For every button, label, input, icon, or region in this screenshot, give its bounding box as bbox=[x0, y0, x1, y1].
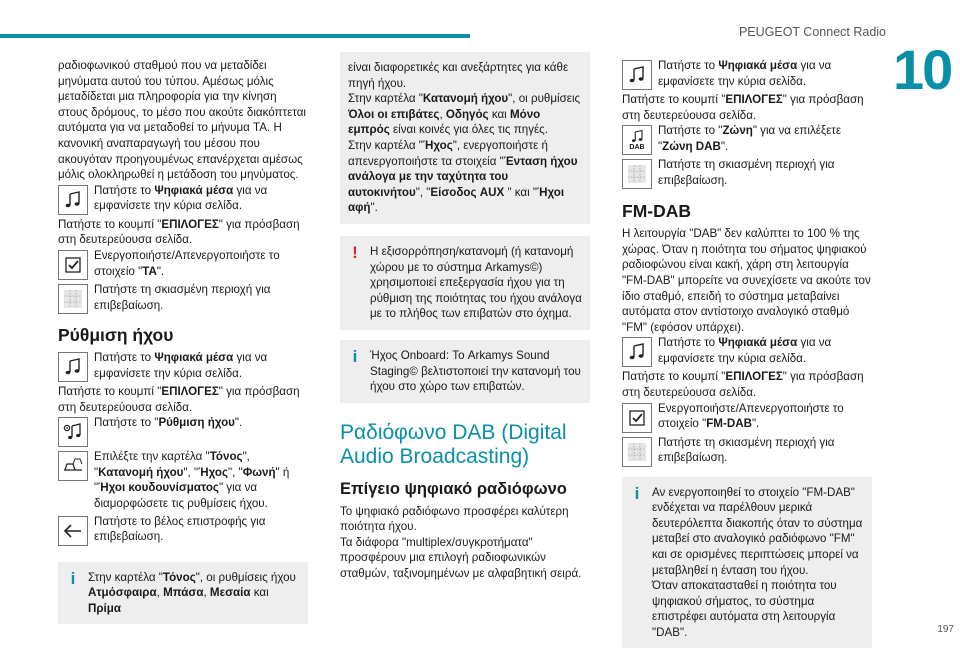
column-3 bbox=[622, 58, 872, 656]
text-bold: Τόνος bbox=[209, 450, 243, 464]
dab-music-icon bbox=[622, 125, 652, 155]
text-bold: ΕΠΙΛΟΓΕΣ bbox=[725, 370, 783, 384]
text: ". bbox=[720, 139, 729, 153]
text-bold: Είσοδος AUX bbox=[430, 185, 505, 199]
text: Επιλέξτε την καρτέλα " bbox=[94, 450, 210, 464]
text-bold: Ζώνη bbox=[722, 124, 753, 138]
text: Η εξισορρόπηση/κατανομή (ή κατανομή χώρου με το σύστημα Arkamys©) χρησιμοποιεί επεξεργασία ήχου για τη ρύθμιση της ποιότητας του ήχου ανάλογα με το πλήθος των επιβατών στο όχημα. bbox=[370, 244, 582, 321]
text: ", οι ρυθμίσεις ήχου bbox=[195, 570, 296, 584]
info-icon: i bbox=[634, 483, 640, 503]
text-bold: Φωνή bbox=[242, 465, 276, 479]
text: " για πρόσβαση στη δευτερεύουσα σελίδα. bbox=[622, 93, 864, 122]
text: " για να διαμορφώσετε τις ρυθμίσεις ήχου. bbox=[94, 481, 268, 510]
text: , bbox=[439, 107, 446, 121]
text-bold: Πρίμα bbox=[88, 601, 121, 615]
step-band-dab bbox=[622, 123, 872, 157]
text: " για πρόσβαση στη δευτερεύουσα σελίδα. bbox=[58, 217, 300, 247]
text-bold: Μεσαία bbox=[209, 586, 251, 600]
text: είναι κοινές για όλες τις πηγές. bbox=[389, 123, 548, 137]
text: και bbox=[488, 107, 510, 121]
text-bold: Κατανομή ήχου bbox=[98, 465, 184, 479]
text-bold: ΕΠΙΛΟΓΕΣ bbox=[161, 384, 219, 398]
music-note-icon bbox=[622, 60, 652, 90]
shaded-area-icon bbox=[622, 437, 652, 467]
text: " και " bbox=[504, 185, 538, 199]
text-bold: FM-DAB bbox=[706, 417, 752, 431]
text: Πατήστε το κουμπί " bbox=[622, 93, 726, 106]
note-continued bbox=[340, 52, 590, 224]
column-2 bbox=[340, 58, 590, 582]
music-settings-icon bbox=[58, 417, 88, 447]
step-confirm-4 bbox=[622, 435, 872, 469]
text: για να εμφανίσετε την κύρια σελίδα. bbox=[658, 59, 832, 88]
note-tone-tab bbox=[58, 562, 308, 625]
header-title: PEUGEOT Connect Radio bbox=[738, 25, 886, 39]
step-media-1 bbox=[58, 183, 308, 217]
text-bold: ΕΠΙΛΟΓΕΣ bbox=[725, 93, 783, 106]
text-bold: Μόνο εμπρός bbox=[348, 107, 541, 137]
text: Πατήστε το bbox=[658, 59, 719, 72]
heading-sound-settings: Ρύθμιση ήχου bbox=[58, 324, 174, 345]
text-bold: Κατανομή ήχου bbox=[422, 92, 509, 106]
text: " για να επιλέξετε " bbox=[658, 124, 842, 153]
step-media-2 bbox=[58, 350, 308, 384]
text: " ή " bbox=[94, 465, 290, 495]
text: Πατήστε τη σκιασμένη περιοχή για επιβεβαίωση. bbox=[658, 158, 835, 187]
text-bold: Ζώνη DAB bbox=[662, 139, 721, 153]
info-icon: i bbox=[352, 346, 358, 366]
heading-dab-radio: Ραδιόφωνο DAB (Digital Audio Broadcasting) bbox=[340, 420, 567, 468]
text: Πατήστε το βέλος επιστροφής για επιβεβαίωση. bbox=[94, 514, 266, 544]
column-1 bbox=[58, 58, 308, 632]
text-bold: Ήχος bbox=[198, 465, 228, 479]
text: Ενεργοποιήστε/Απενεργοποιήστε το στοιχείο " bbox=[94, 248, 280, 278]
text: ", " bbox=[94, 450, 250, 479]
heading-fm-dab: FM-DAB bbox=[622, 201, 692, 222]
text-bold: ΕΠΙΛΟΓΕΣ bbox=[161, 217, 219, 231]
text: ", οι ρυθμίσεις bbox=[508, 92, 581, 106]
step-media-4 bbox=[622, 335, 872, 369]
text-bold: Ατμόσφαιρα bbox=[88, 586, 157, 600]
text: Πατήστε το κουμπί " bbox=[622, 370, 726, 384]
chapter-number: 10 bbox=[893, 38, 952, 101]
text: ", " bbox=[183, 465, 199, 479]
text: , bbox=[156, 586, 164, 600]
text: Πατήστε το " bbox=[658, 124, 723, 138]
text: Πατήστε το κουμπί " bbox=[58, 384, 162, 398]
paragraph-options-2 bbox=[58, 384, 308, 415]
text: ". bbox=[370, 201, 378, 215]
tabs-icon bbox=[58, 451, 88, 481]
note-cont-text: είναι διαφορετικές και ανεξάρτητες για κάθε πηγή ήχου. bbox=[348, 61, 569, 90]
step-back-arrow bbox=[58, 514, 308, 548]
shaded-area-icon bbox=[622, 159, 652, 189]
warning-note-arkamys bbox=[340, 236, 590, 330]
text: Πατήστε τη σκιασμένη περιοχή για επιβεβαίωση. bbox=[94, 282, 271, 312]
text-bold: Ένταση ήχου ανάλογα με την ταχύτητα του αυτοκινήτου bbox=[348, 154, 578, 199]
note-fm-dab-text-1: Αν ενεργοποιηθεί το στοιχείο "FM-DAB" ενδέχεται να παρέλθουν μερικά δευτερόλεπτα διακοπής όταν το σύστημα μεταβεί στο αναλογικό ραδιόφωνο "FM" και σε ορισμένες περιπτώσεις μπορεί να μεταβληθεί η ένταση του ήχου. bbox=[652, 485, 863, 577]
text: Ήχος Onboard: Το Arkamys Sound Staging© βελτιστοποιεί την κατανομή του ήχου στο χώρο των επιβατών. bbox=[370, 348, 581, 394]
text-bold: Ήχοι αφή bbox=[348, 185, 565, 215]
heading-terrestrial-digital: Επίγειο ψηφιακό ραδιόφωνο bbox=[340, 479, 567, 498]
text-bold: Ρύθμιση ήχου bbox=[158, 416, 235, 430]
text: " για πρόσβαση στη δευτερεύουσα σελίδα. bbox=[622, 370, 864, 399]
shaded-area-icon bbox=[58, 284, 88, 314]
header-accent-bar bbox=[0, 34, 470, 38]
text: Πατήστε το bbox=[94, 183, 155, 197]
text: Πατήστε το bbox=[658, 336, 719, 350]
text: Στην καρτέλα " bbox=[348, 138, 423, 152]
step-confirm-3 bbox=[622, 157, 872, 191]
info-note-fm-dab bbox=[622, 477, 872, 649]
text: ", ενεργοποιήστε ή απενεργοποιήστε τα στοιχεία " bbox=[348, 138, 548, 168]
tab-selection-text bbox=[58, 449, 308, 511]
text: Πατήστε το κουμπί " bbox=[58, 217, 162, 231]
text: ". bbox=[751, 417, 760, 431]
text-bold: Ψηφιακά μέσα bbox=[718, 59, 798, 72]
text-bold: Ψηφιακά μέσα bbox=[154, 350, 234, 364]
paragraph-options-3 bbox=[622, 92, 872, 123]
paragraph-ta-intro: ραδιοφωνικού σταθμού που να μεταδίδει μηνύματα αυτού του τύπου. Αμέσως μόλις μεταδίδεται μια πληροφορία για την κίνηση στους δρόμους, το μέσο που ακούτε διακόπτεται αυτόματα για να μεταδοθεί το μήνυμα TA. Η κανονική αναπαραγωγή του μέσου που ακουγόταν προηγουμένως επανέρχεται αμέσως μόλις ολοκληρωθεί η μετάδοση του μηνύματος. bbox=[58, 59, 306, 182]
paragraph-multiplex: Τα διάφορα "multiplex/συγκροτήματα" προσφέρουν μια επιλογή ραδιοφωνικών σταθμών, ταξινομημένων με αλφαβητική σειρά. bbox=[340, 535, 582, 581]
step-sound-settings bbox=[58, 415, 308, 449]
music-note-icon bbox=[622, 337, 652, 367]
text-bold: Όλοι οι επιβάτες bbox=[348, 107, 440, 121]
paragraph-options-4 bbox=[622, 369, 872, 400]
text: , bbox=[203, 586, 210, 600]
info-icon: i bbox=[70, 568, 76, 588]
text: ", " bbox=[228, 465, 243, 479]
warning-icon: ! bbox=[352, 242, 358, 262]
step-toggle-fm-dab bbox=[622, 401, 872, 435]
music-note-icon bbox=[58, 352, 88, 382]
text-bold: Ψηφιακά μέσα bbox=[718, 336, 798, 350]
text-bold: Ήχοι κουδουνίσματος bbox=[98, 481, 219, 495]
text-bold: Μπάσα bbox=[163, 586, 204, 600]
text-bold: Οδηγός bbox=[445, 107, 489, 121]
text: Στην καρτέλα " bbox=[348, 92, 423, 106]
text: για να εμφανίσετε την κύρια σελίδα. bbox=[658, 336, 832, 365]
text-bold: Ψηφιακά μέσα bbox=[154, 183, 234, 197]
text-bold: TA bbox=[142, 264, 157, 278]
text: Πατήστε τη σκιασμένη περιοχή για επιβεβαίωση. bbox=[658, 435, 835, 465]
text: ", " bbox=[415, 185, 431, 199]
text: Ενεργοποιήστε/Απενεργοποιήστε το στοιχείο " bbox=[658, 401, 844, 431]
step-toggle-ta bbox=[58, 248, 308, 282]
text: " για πρόσβαση στη δευτερεύουσα σελίδα. bbox=[58, 384, 300, 414]
checkbox-checked-icon bbox=[58, 250, 88, 280]
step-select-tab bbox=[58, 449, 308, 511]
step-confirm-1 bbox=[58, 282, 308, 316]
text: Πατήστε το " bbox=[94, 416, 159, 430]
paragraph-options bbox=[58, 217, 308, 248]
text: Στην καρτέλα " bbox=[88, 570, 163, 584]
checkbox-checked-icon bbox=[622, 403, 652, 433]
paragraph-digital-quality: Το ψηφιακό ραδιόφωνο προσφέρει καλύτερη ποιότητα ήχου. bbox=[340, 504, 569, 534]
note-fm-dab-text-2: Όταν αποκατασταθεί η ποιότητα του ψηφιακού σήματος, το σύστημα επιστρέφει αυτόματα στη λειτουργία "DAB". bbox=[652, 579, 837, 639]
text: για να εμφανίσετε την κύρια σελίδα. bbox=[94, 350, 268, 380]
note-sound-text bbox=[348, 138, 582, 216]
text: ". bbox=[234, 416, 243, 430]
page-number: 197 bbox=[937, 624, 954, 635]
info-note-onboard bbox=[340, 340, 590, 403]
step-media-3 bbox=[622, 58, 872, 92]
dab-label: DAB bbox=[629, 144, 645, 152]
text: ". bbox=[156, 264, 165, 278]
text: για να εμφανίσετε την κύρια σελίδα. bbox=[94, 183, 268, 213]
text-bold: Ήχος bbox=[422, 138, 453, 152]
text-bold: Τόνος bbox=[162, 570, 196, 584]
paragraph-fm-dab: Η λειτουργία "DAB" δεν καλύπτει το 100 % της χώρας. Όταν η ποιότητα του σήματος ψηφιακού ραδιοφώνου είναι κακή, χάρη στη λειτουργία "FM-DAB" μπορείτε να συνεχίσετε να ακούτε τον ίδιο σταθμό, επειδή το σύστημα μεταβαίνει αυτόματα στον αντίστοιχο αναλογικό σταθμό "FM" (εφόσον υπάρχει). bbox=[622, 227, 871, 334]
music-note-icon bbox=[58, 185, 88, 215]
back-arrow-icon bbox=[58, 516, 88, 546]
text: Πατήστε το bbox=[94, 350, 155, 364]
note-distribution-text bbox=[348, 91, 582, 138]
text: και bbox=[250, 586, 269, 600]
